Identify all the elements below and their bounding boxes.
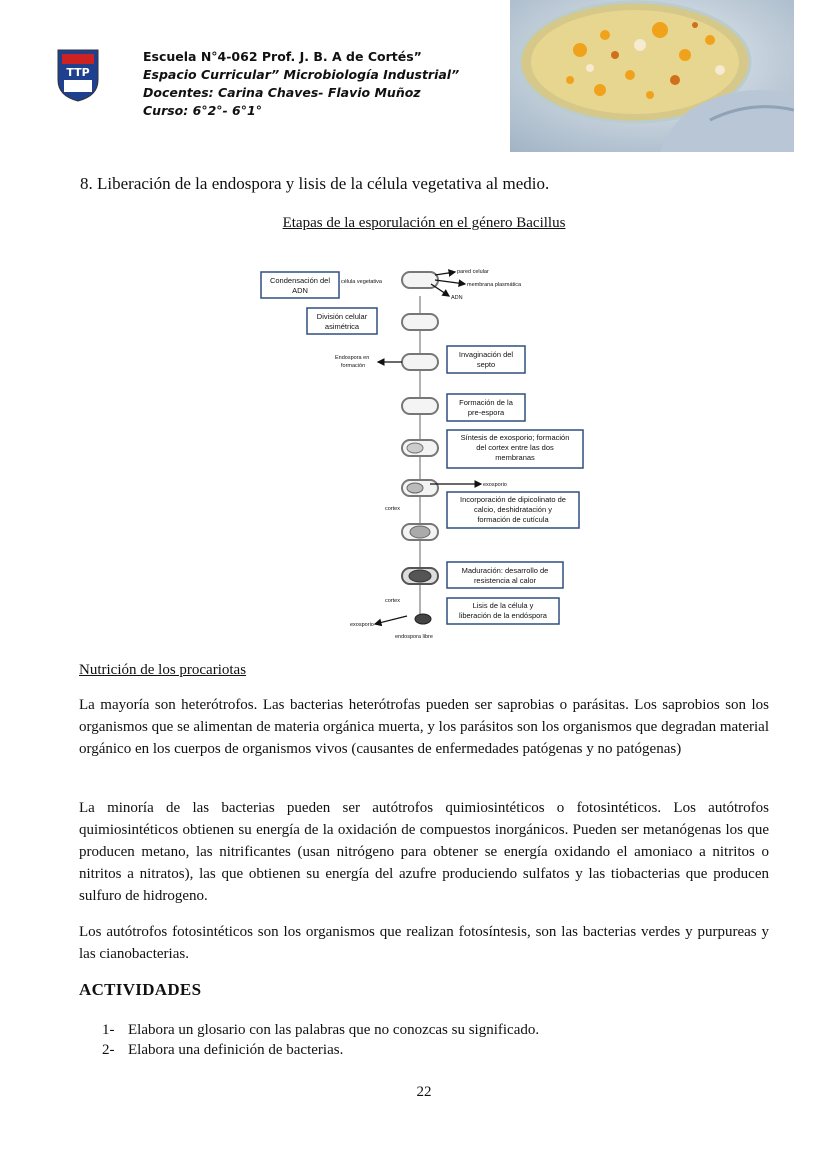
sporulation-diagram bbox=[255, 262, 595, 647]
label-invaginacion-1: Invaginación del bbox=[458, 350, 514, 359]
activities-list bbox=[102, 1020, 539, 1060]
petri-dish-photo bbox=[510, 0, 794, 152]
label-membrana: membrana plasmática bbox=[467, 282, 522, 288]
logo-text: TTP bbox=[66, 66, 90, 79]
school-header bbox=[143, 48, 459, 120]
label-sintesis-1: Síntesis de exosporio; formación bbox=[460, 433, 570, 442]
label-invaginacion-2: septo bbox=[476, 360, 496, 369]
paragraph-heterotrofos: La mayoría son heterótrofos. Las bacterias heterótrofas pueden ser saprobias o parásitas. Los saprobios son los organismos que se alimentan de materia orgánica muerta, y los parásitos son los organismos que degradan material orgánico en los cuerpos de organismos vivos (causantes de enfermedades patógenas y no patógenas) bbox=[79, 697, 769, 757]
label-endospora-libre: endospora libre bbox=[395, 634, 433, 640]
label-condensacion-2: ADN bbox=[292, 286, 308, 295]
label-division-2: asimétrica bbox=[324, 322, 360, 331]
school-logo bbox=[56, 46, 100, 102]
page-number: 22 bbox=[416, 1084, 432, 1100]
nutrition-heading: Nutrición de los procariotas bbox=[79, 662, 247, 678]
label-cortex-1: cortex bbox=[385, 506, 400, 512]
label-preespora-1: Formación de la bbox=[459, 398, 513, 407]
label-maduracion-2: resistencia al calor bbox=[473, 576, 537, 585]
label-adn: ADN bbox=[451, 295, 463, 301]
course: Curso: 6°2°- 6°1° bbox=[143, 103, 262, 118]
item-number: 1- bbox=[102, 1022, 115, 1038]
label-endospora-form-1: Endospora en bbox=[335, 355, 370, 361]
paragraph-autotrofos-quimio: La minoría de las bacterias pueden ser autótrofos quimiosintéticos o fotosintéticos. Los autótrofos quimiosintéticos obtienen su energía de la oxidación de compuestos inorgánicos. Pueden ser metanógenas los que producen metano, las nitrificantes (usan nitrógeno para obtener se energía oxidando el amoniaco a nitritos o nitritos a nitratos), las que obtienen su energía del azufre produciendo sulfatos y las tiobacterias que producen sulfuro de hidrogeno. bbox=[79, 800, 769, 904]
label-lisis-2: liberación de la endóspora bbox=[459, 611, 547, 620]
label-sintesis-2: del cortex entre las dos bbox=[476, 443, 554, 452]
label-division-1: División celular bbox=[316, 312, 368, 321]
activities-heading: ACTIVIDADES bbox=[79, 980, 202, 999]
label-condensacion-1: Condensación del bbox=[269, 276, 331, 285]
label-lisis-1: Lisis de la célula y bbox=[472, 601, 534, 610]
label-celula: célula vegetativa bbox=[341, 279, 382, 285]
label-pared: pared celular bbox=[457, 269, 489, 275]
item-text: Elabora una definición de bacterias. bbox=[128, 1042, 344, 1058]
subject-name: Espacio Curricular” Microbiología Industrial” bbox=[143, 67, 460, 82]
list-item bbox=[102, 1040, 539, 1060]
label-preespora-2: pre-espora bbox=[467, 408, 505, 417]
school-name: Escuela N°4-062 Prof. J. B. A de Cortés” bbox=[143, 49, 422, 64]
figure-title: Etapas de la esporulación en el género Bacillus bbox=[282, 215, 566, 231]
label-exosporio-2: exosporio bbox=[350, 622, 374, 628]
step-8-text: 8. Liberación de la endospora y lisis de la célula vegetativa al medio. bbox=[80, 174, 550, 193]
teachers: Docentes: Carina Chaves- Flavio Muñoz bbox=[143, 85, 421, 100]
cell-shapes bbox=[402, 272, 438, 624]
label-maduracion-1: Maduración: desarrollo de bbox=[461, 566, 549, 575]
label-incorporacion-1: Incorporación de dipicolinato de bbox=[460, 495, 566, 504]
item-text: Elabora un glosario con las palabras que no conozcas su significado. bbox=[128, 1022, 540, 1038]
label-cortex-2: cortex bbox=[385, 598, 400, 604]
label-incorporacion-3: formación de cutícula bbox=[477, 515, 549, 524]
label-incorporacion-2: calcio, deshidratación y bbox=[474, 505, 552, 514]
label-endospora-form-2: formación bbox=[341, 363, 366, 369]
paragraph-autotrofos-foto: Los autótrofos fotosintéticos son los organismos que realizan fotosíntesis, son las bacterias verdes y purpureas y las cianobacterias. bbox=[79, 924, 769, 962]
label-exosporio-1: exosporio bbox=[483, 482, 507, 488]
list-item bbox=[102, 1020, 539, 1040]
label-sintesis-3: membranas bbox=[495, 453, 535, 462]
item-number: 2- bbox=[102, 1042, 115, 1058]
